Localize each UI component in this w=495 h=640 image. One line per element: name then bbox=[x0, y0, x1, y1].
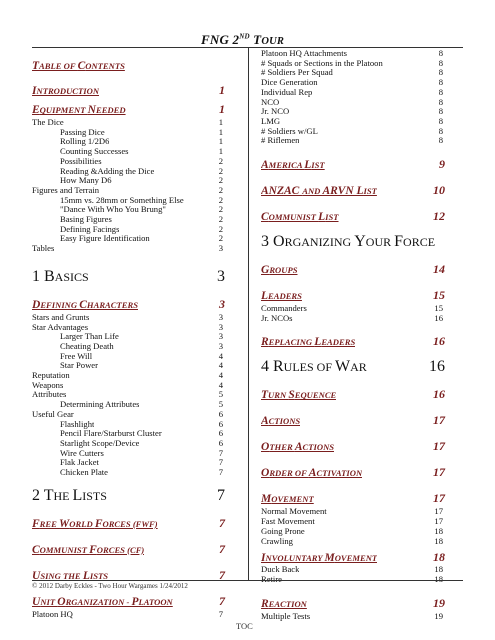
toc-item[interactable] bbox=[261, 49, 445, 59]
column-divider bbox=[248, 48, 249, 580]
toc-label: Wire Cutters bbox=[60, 448, 104, 458]
toc-item[interactable] bbox=[32, 610, 225, 620]
toc-item[interactable] bbox=[32, 410, 225, 420]
toc-item[interactable] bbox=[261, 127, 445, 137]
toc-page-number: 7 bbox=[219, 515, 225, 530]
toc-item[interactable] bbox=[32, 205, 225, 215]
toc-label: Basing Figures bbox=[60, 215, 112, 225]
toc-page-number: 2 bbox=[218, 223, 223, 234]
toc-label: UNIT ORGANIZATION - PLATOON bbox=[32, 595, 173, 608]
toc-label: Fast Movement bbox=[261, 517, 315, 527]
toc-item[interactable] bbox=[32, 449, 225, 459]
toc-page-number: 15 bbox=[433, 288, 445, 303]
toc-label: Figures and Terrain bbox=[32, 185, 100, 195]
toc-label: # Soldiers Per Squad bbox=[261, 68, 333, 78]
toc-section[interactable] bbox=[261, 387, 445, 402]
toc-label: Free Will bbox=[60, 351, 93, 361]
toc-label: Tables bbox=[32, 244, 55, 254]
toc-label: How Many D6 bbox=[60, 176, 112, 186]
toc-item[interactable] bbox=[32, 429, 225, 439]
toc-item[interactable] bbox=[261, 68, 445, 78]
toc-page-number: 7 bbox=[218, 467, 223, 478]
toc-item[interactable] bbox=[32, 468, 225, 478]
toc-item[interactable] bbox=[32, 313, 225, 323]
toc-label: Rolling 1/2D6 bbox=[60, 137, 110, 147]
toc-page-number: 4 bbox=[218, 360, 223, 371]
toc-page-number: 17 bbox=[433, 491, 445, 506]
toc-page-number: 3 bbox=[218, 331, 223, 342]
toc-label: Duck Back bbox=[261, 565, 300, 575]
toc-label: Useful Gear bbox=[32, 409, 74, 419]
toc-page-number: 6 bbox=[218, 428, 223, 439]
toc-page-number: 1 bbox=[219, 102, 225, 116]
toc-item[interactable] bbox=[261, 612, 445, 622]
toc-chapter[interactable] bbox=[32, 268, 225, 286]
toc-label: Larger Than Life bbox=[60, 332, 119, 342]
toc-section[interactable] bbox=[261, 465, 445, 480]
toc-item[interactable] bbox=[32, 352, 225, 362]
toc-page-number: 3 bbox=[219, 296, 225, 311]
toc-page-number: 2 bbox=[218, 184, 223, 195]
toc-left-column bbox=[32, 49, 225, 620]
toc-label: Reputation bbox=[32, 371, 70, 381]
toc-page-number: 3 bbox=[218, 311, 223, 322]
toc-label: ANZAC AND ARVN LIST bbox=[261, 185, 377, 198]
toc-page-number: 17 bbox=[434, 516, 443, 527]
toc-item[interactable] bbox=[261, 537, 445, 547]
toc-page-number: 9 bbox=[439, 157, 445, 172]
toc-page-number: 10 bbox=[433, 183, 445, 198]
toc-item[interactable] bbox=[32, 244, 225, 254]
toc-label: Jr. NCO bbox=[261, 107, 290, 117]
toc-item[interactable] bbox=[32, 128, 225, 138]
toc-section[interactable] bbox=[261, 491, 445, 506]
toc-label: Possibilities bbox=[60, 156, 102, 166]
toc-label: Dice Generation bbox=[261, 78, 318, 88]
toc-page-number: 12 bbox=[433, 209, 445, 224]
toc-page-number: 19 bbox=[434, 610, 443, 621]
toc-item[interactable] bbox=[32, 147, 225, 157]
toc-label: Stars and Grunts bbox=[32, 312, 90, 322]
toc-page-number: 7 bbox=[219, 541, 225, 556]
toc-chapter[interactable] bbox=[261, 358, 445, 376]
toc-item[interactable] bbox=[261, 565, 445, 575]
toc-page-number: 16 bbox=[433, 387, 445, 402]
toc-label: AMERICA LIST bbox=[261, 159, 325, 172]
toc-label: Chicken Plate bbox=[60, 468, 108, 478]
toc-section[interactable] bbox=[32, 297, 225, 312]
toc-label: ACTIONS bbox=[261, 415, 301, 428]
toc-page-number: 2 bbox=[218, 194, 223, 205]
toc-page-number: 8 bbox=[438, 106, 443, 117]
toc-page-number: 2 bbox=[218, 233, 223, 244]
toc-item[interactable] bbox=[32, 458, 225, 468]
toc-item[interactable] bbox=[32, 439, 225, 449]
toc-page-number: 5 bbox=[218, 389, 223, 400]
toc-label: COMMUNIST LIST bbox=[261, 211, 339, 224]
toc-page-number: 6 bbox=[218, 437, 223, 448]
toc-item[interactable] bbox=[261, 107, 445, 117]
toc-item[interactable] bbox=[261, 117, 445, 127]
toc-label: Easy Figure Identification bbox=[60, 234, 150, 244]
toc-chapter[interactable] bbox=[32, 487, 225, 505]
toc-item[interactable] bbox=[32, 332, 225, 342]
toc-page-number: 7 bbox=[217, 486, 225, 504]
toc-item[interactable] bbox=[261, 507, 445, 517]
toc-label: TURN SEQUENCE bbox=[261, 389, 337, 402]
toc-chapter[interactable] bbox=[261, 233, 445, 251]
toc-page-number: 2 bbox=[218, 214, 223, 225]
toc-page-number: 3 bbox=[218, 321, 223, 332]
toc-label: # Squads or Sections in the Platoon bbox=[261, 58, 383, 68]
toc-label: Determining Attributes bbox=[60, 400, 140, 410]
toc-label: The Dice bbox=[32, 118, 64, 127]
toc-item[interactable] bbox=[32, 157, 225, 167]
toc-page-number: 4 bbox=[218, 370, 223, 381]
toc-section[interactable] bbox=[261, 439, 445, 454]
toc-section[interactable] bbox=[261, 550, 445, 565]
toc-label: Commanders bbox=[261, 304, 307, 314]
toc-item[interactable] bbox=[32, 361, 225, 371]
toc-label: 2 THE LISTS bbox=[32, 486, 107, 504]
toc-item[interactable] bbox=[32, 137, 225, 147]
toc-label: GROUPS bbox=[261, 264, 298, 277]
toc-label: DEFINING CHARACTERS bbox=[32, 298, 139, 311]
toc-section[interactable] bbox=[32, 542, 225, 557]
toc-page-number: 8 bbox=[438, 57, 443, 68]
toc-item[interactable] bbox=[32, 186, 225, 196]
toc-item[interactable] bbox=[32, 118, 225, 128]
toc-label: Star Advantages bbox=[32, 322, 89, 332]
toc-label: Counting Successes bbox=[60, 147, 129, 157]
toc-page-number: 17 bbox=[434, 506, 443, 517]
toc-label: LMG bbox=[261, 116, 281, 126]
toc-page-number: 3 bbox=[218, 340, 223, 351]
page-title: FNG 2ND TOUR bbox=[201, 32, 285, 47]
toc-label: OTHER ACTIONS bbox=[261, 441, 335, 454]
toc-label: Multiple Tests bbox=[261, 611, 311, 621]
toc-section[interactable] bbox=[32, 594, 225, 609]
toc-right-column bbox=[261, 49, 445, 621]
toc-page-number: 18 bbox=[434, 573, 443, 584]
toc-page-number: 8 bbox=[438, 67, 443, 78]
toc-label: INTRODUCTION bbox=[32, 85, 100, 97]
toc-page-number: 19 bbox=[433, 595, 445, 610]
toc-page-number: 6 bbox=[218, 418, 223, 429]
toc-label: 1 BASICS bbox=[32, 267, 89, 285]
toc-section[interactable] bbox=[32, 60, 225, 72]
toc-label: Retire bbox=[261, 574, 282, 584]
toc-label: ORDER OF ACTIVATION bbox=[261, 467, 363, 480]
toc-item[interactable] bbox=[32, 390, 225, 400]
toc-section[interactable] bbox=[32, 102, 225, 117]
toc-label: Starlight Scope/Device bbox=[60, 438, 140, 448]
toc-page-number: 15 bbox=[434, 303, 443, 314]
toc-item[interactable] bbox=[32, 225, 225, 235]
footer-page-label: TOC bbox=[236, 621, 253, 631]
toc-item[interactable] bbox=[32, 323, 225, 333]
toc-label: "Dance With Who You Brung" bbox=[60, 205, 166, 215]
toc-item[interactable] bbox=[32, 176, 225, 186]
toc-page-number: 8 bbox=[438, 77, 443, 88]
toc-section[interactable] bbox=[261, 262, 445, 277]
toc-label: Pencil Flare/Starburst Cluster bbox=[60, 429, 162, 439]
toc-label: Cheating Death bbox=[60, 341, 114, 351]
toc-label: LEADERS bbox=[261, 290, 302, 303]
toc-page-number: 8 bbox=[438, 86, 443, 97]
toc-section[interactable] bbox=[261, 596, 445, 611]
toc-label: Passing Dice bbox=[60, 127, 105, 137]
toc-item[interactable] bbox=[261, 304, 445, 314]
toc-item[interactable] bbox=[261, 78, 445, 88]
toc-page-number: 6 bbox=[218, 408, 223, 419]
toc-page-number: 1 bbox=[218, 146, 223, 157]
toc-label: 4 RULES OF WAR bbox=[261, 358, 367, 376]
toc-section[interactable] bbox=[261, 413, 445, 428]
toc-page-number: 2 bbox=[218, 155, 223, 166]
footer-copyright: © 2012 Darby Eckles - Two Hour Wargames 1/24/2012 bbox=[32, 582, 188, 590]
toc-label: # Soldiers w/GL bbox=[261, 126, 318, 136]
toc-page-number: 17 bbox=[433, 465, 445, 480]
toc-page-number: 7 bbox=[219, 567, 225, 582]
toc-label: 3 ORGANIZING YOUR FORCE bbox=[261, 233, 436, 251]
toc-page-number: 4 bbox=[218, 350, 223, 361]
toc-page-number: 1 bbox=[218, 126, 223, 137]
toc-page-number: 2 bbox=[218, 175, 223, 186]
toc-page-number: 17 bbox=[433, 413, 445, 428]
toc-section[interactable] bbox=[261, 209, 445, 224]
toc-page-number: 16 bbox=[429, 358, 445, 376]
toc-label: Platoon HQ bbox=[32, 609, 73, 619]
toc-label: Flak Jacket bbox=[60, 458, 99, 468]
toc-page-number: 1 bbox=[218, 117, 223, 127]
toc-item[interactable] bbox=[32, 371, 225, 381]
toc-page-number: 3 bbox=[218, 243, 223, 254]
toc-page-number: 7 bbox=[218, 457, 223, 468]
toc-item[interactable] bbox=[32, 167, 225, 177]
toc-page-number: 16 bbox=[434, 312, 443, 323]
toc-item[interactable] bbox=[261, 59, 445, 69]
toc-section[interactable] bbox=[32, 516, 225, 531]
toc-item[interactable] bbox=[261, 314, 445, 324]
toc-page-number: 8 bbox=[438, 96, 443, 107]
toc-label: # Riflemen bbox=[261, 136, 300, 146]
toc-page-number: 7 bbox=[219, 593, 225, 608]
toc-label: Star Power bbox=[60, 361, 98, 371]
toc-item[interactable] bbox=[261, 517, 445, 527]
toc-item[interactable] bbox=[32, 400, 225, 410]
toc-section[interactable] bbox=[261, 157, 445, 172]
toc-label: 15mm vs. 28mm or Something Else bbox=[60, 195, 184, 205]
footer-rule bbox=[32, 580, 463, 581]
toc-item[interactable] bbox=[261, 527, 445, 537]
toc-item[interactable] bbox=[261, 136, 445, 146]
toc-item[interactable] bbox=[32, 215, 225, 225]
toc-label: Crawling bbox=[261, 536, 293, 546]
toc-label: Jr. NCOs bbox=[261, 313, 293, 323]
toc-label: Platoon HQ Attachments bbox=[261, 49, 347, 58]
toc-page-number: 5 bbox=[218, 399, 223, 410]
toc-label: NCO bbox=[261, 97, 280, 107]
toc-page-number: 18 bbox=[434, 525, 443, 536]
toc-label: COMMUNIST FORCES (CF) bbox=[32, 543, 145, 556]
toc-page-number: 3 bbox=[217, 267, 225, 285]
toc-label: Reading &Adding the Dice bbox=[60, 166, 155, 176]
toc-item[interactable] bbox=[32, 420, 225, 430]
toc-label: USING THE LISTS bbox=[32, 569, 108, 582]
toc-section[interactable] bbox=[32, 83, 225, 98]
toc-item[interactable] bbox=[32, 342, 225, 352]
toc-item[interactable] bbox=[32, 381, 225, 391]
toc-label: REACTION bbox=[261, 597, 307, 610]
toc-page-number: 2 bbox=[218, 204, 223, 215]
toc-page-number: 7 bbox=[218, 608, 223, 619]
toc-label: MOVEMENT bbox=[261, 493, 314, 506]
toc-item[interactable] bbox=[261, 88, 445, 98]
toc-label: FREE WORLD FORCES (FWF) bbox=[32, 517, 158, 530]
toc-page-number: 7 bbox=[218, 447, 223, 458]
toc-label: Weapons bbox=[32, 380, 64, 390]
toc-label: REPLACING LEADERS bbox=[261, 336, 356, 349]
toc-page-number: 8 bbox=[438, 135, 443, 146]
toc-page-number: 1 bbox=[219, 83, 225, 97]
toc-page-number: 18 bbox=[434, 535, 443, 546]
toc-section[interactable] bbox=[261, 288, 445, 303]
toc-label: INVOLUNTARY MOVEMENT bbox=[261, 552, 378, 565]
toc-page-number: 8 bbox=[438, 115, 443, 126]
toc-label: TABLE OF CONTENTS bbox=[32, 60, 125, 72]
toc-item[interactable] bbox=[261, 98, 445, 108]
toc-page-number: 17 bbox=[433, 439, 445, 454]
toc-label: Individual Rep bbox=[261, 87, 313, 97]
toc-page-number: 1 bbox=[218, 136, 223, 147]
toc-page-number: 18 bbox=[434, 564, 443, 575]
toc-item[interactable] bbox=[32, 196, 225, 206]
toc-page-number: 14 bbox=[433, 262, 445, 277]
toc-page-number: 8 bbox=[438, 125, 443, 136]
toc-label: Defining Facings bbox=[60, 224, 120, 234]
toc-label: Attributes bbox=[32, 390, 67, 400]
toc-page-number: 4 bbox=[218, 379, 223, 390]
toc-page-number: 16 bbox=[433, 334, 445, 349]
toc-page-number: 2 bbox=[218, 165, 223, 176]
toc-label: Normal Movement bbox=[261, 507, 327, 517]
toc-section[interactable] bbox=[261, 183, 445, 198]
toc-page-number: 18 bbox=[433, 550, 445, 565]
toc-page-number: 8 bbox=[438, 48, 443, 58]
toc-label: EQUIPMENT NEEDED bbox=[32, 104, 126, 116]
toc-section[interactable] bbox=[261, 334, 445, 349]
toc-label: Flashlight bbox=[60, 419, 95, 429]
toc-label: Going Prone bbox=[261, 526, 305, 536]
toc-item[interactable] bbox=[32, 234, 225, 244]
